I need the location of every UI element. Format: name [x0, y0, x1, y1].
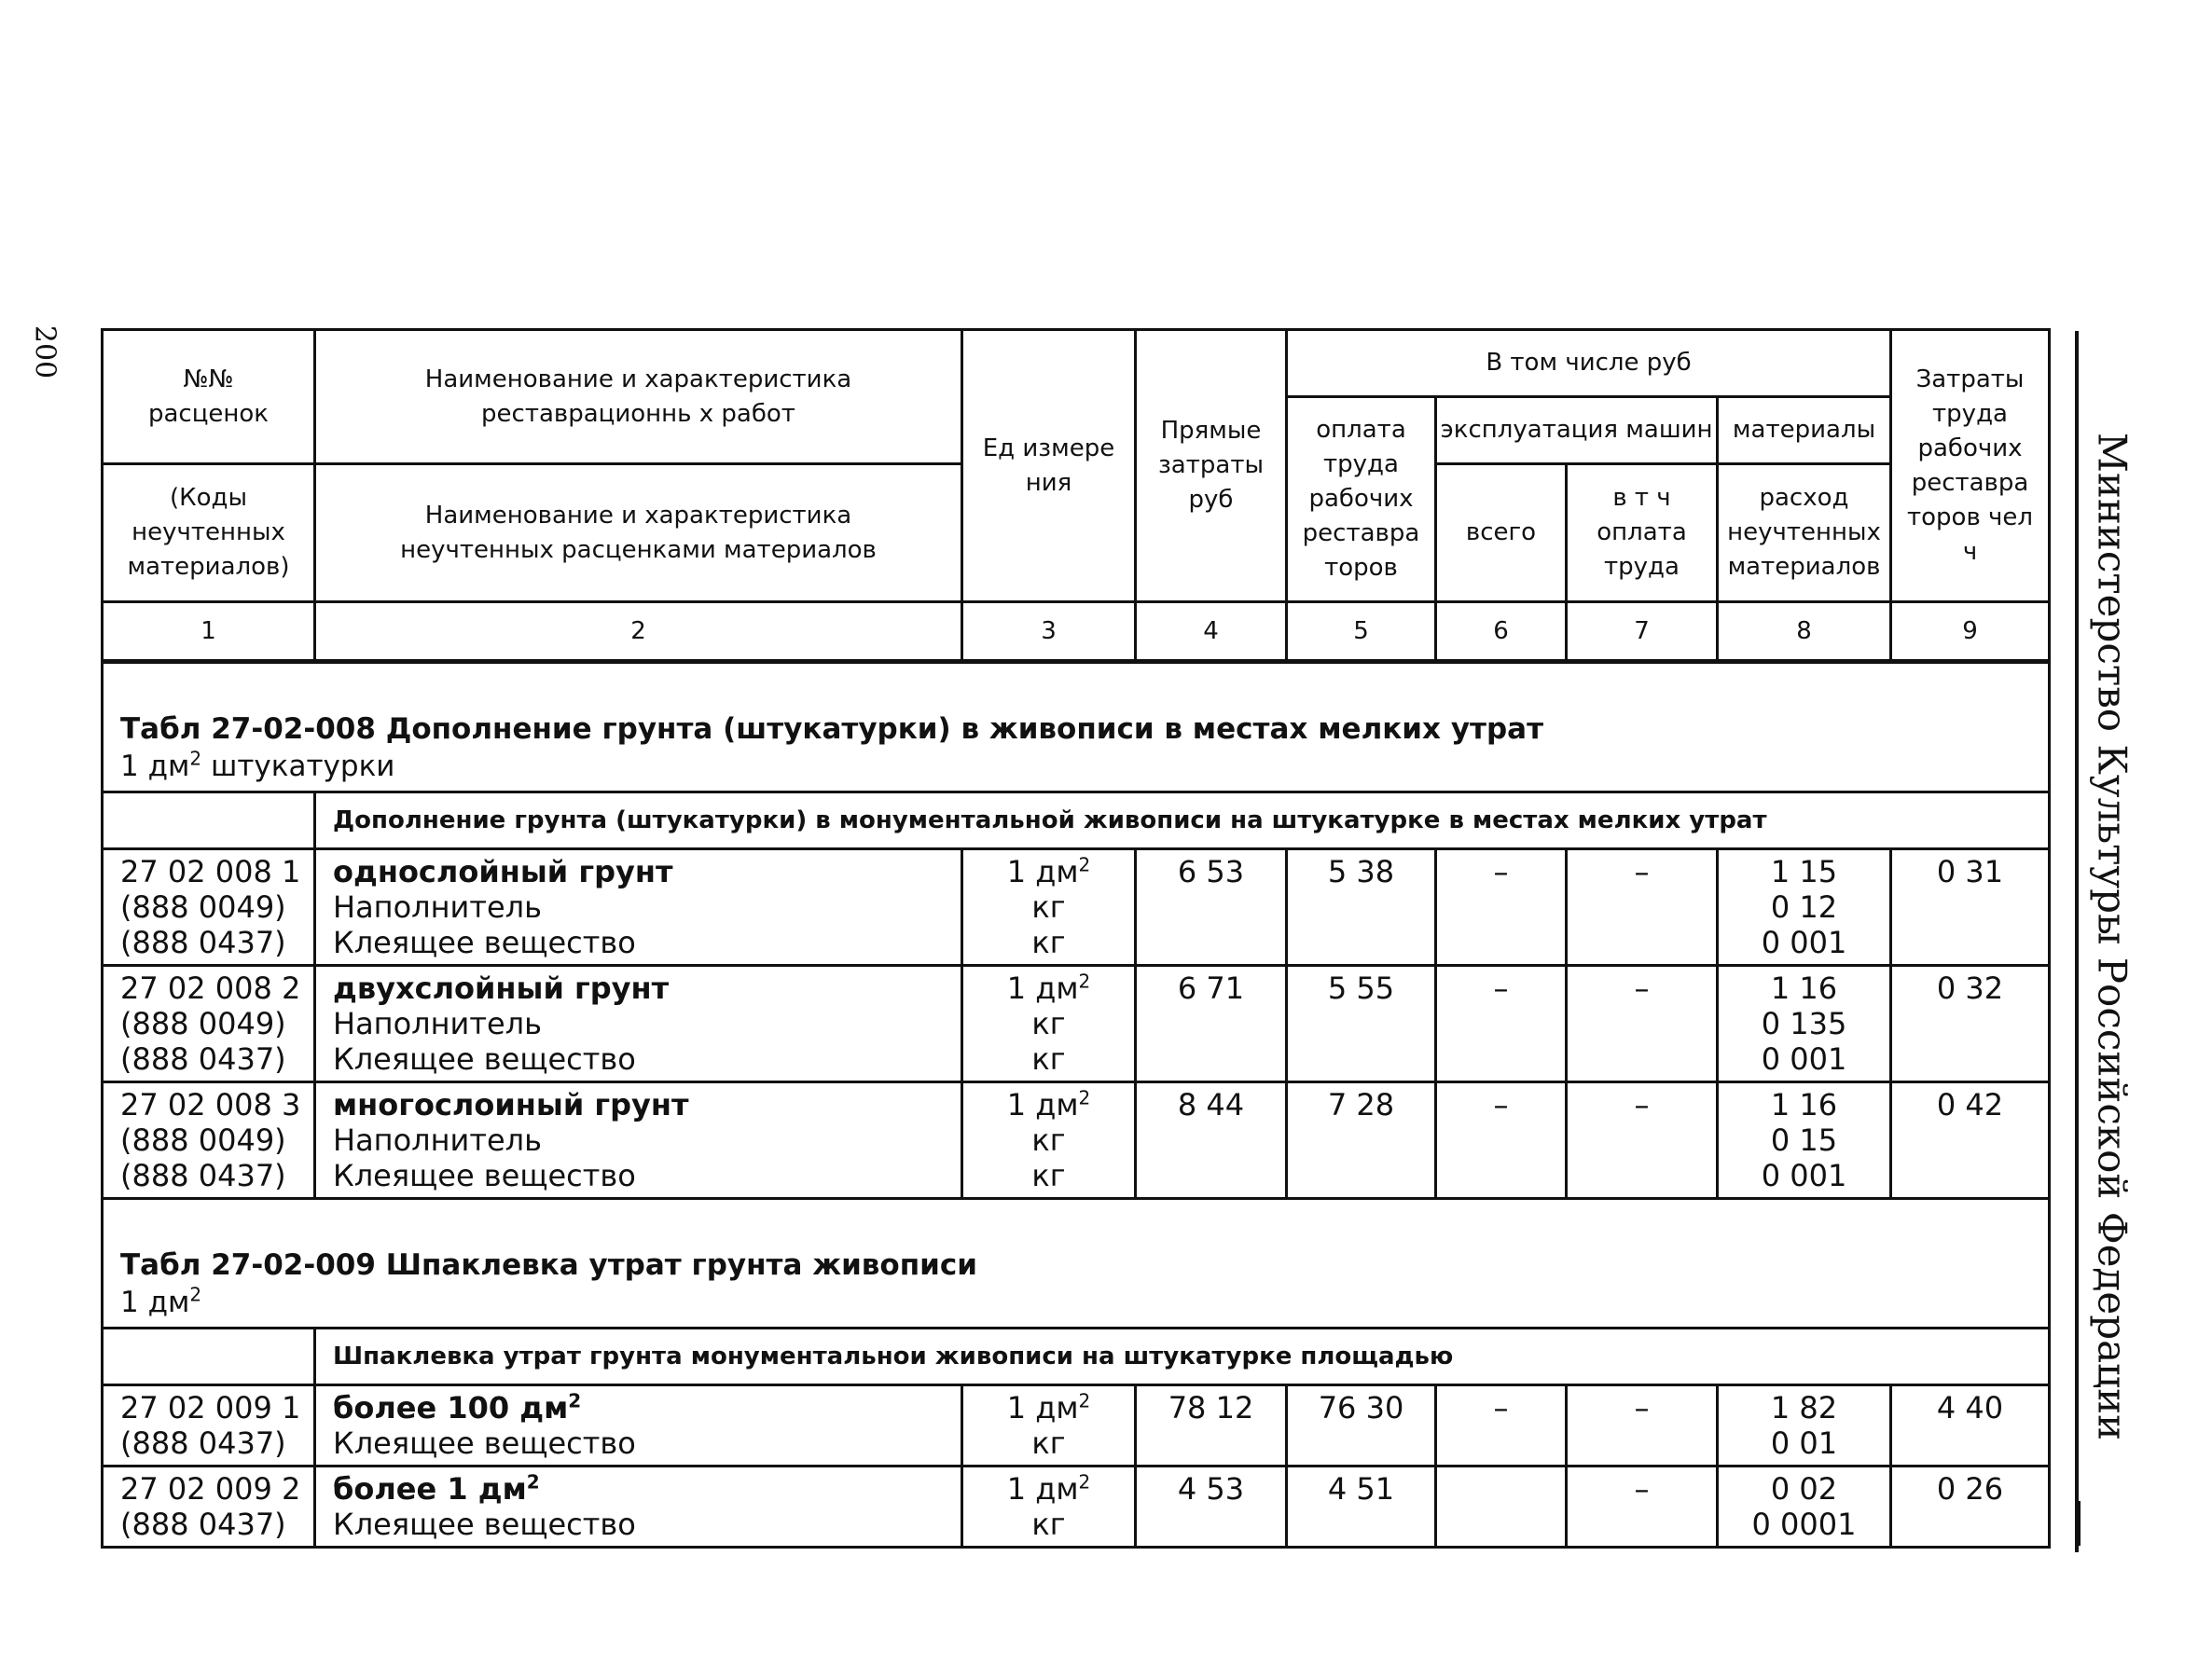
table-cell	[962, 1385, 1136, 1467]
table-cell	[1718, 1082, 1891, 1199]
cell-line: кг	[1031, 1041, 1066, 1077]
cell-line: 2	[1078, 970, 1091, 993]
cell-line: 0 001	[1761, 1041, 1847, 1077]
table-cell	[315, 849, 962, 966]
cell-line: Клеящее вещество	[333, 1158, 636, 1193]
section-unit: 1 $дм^2$ штукатурки	[120, 747, 395, 783]
cell-line: кг	[1031, 1158, 1066, 1193]
table-cell: –	[1436, 1082, 1567, 1199]
section-subtitle: Шпаклевка утрат грунта монументальнои живописи на штукатурке площадью	[315, 1329, 2050, 1385]
header-col7: в т ч оплата труда	[1567, 464, 1718, 602]
page-number: 200	[28, 324, 62, 379]
cell-line: кг	[1031, 1507, 1066, 1542]
cell-line: кг	[1031, 1425, 1066, 1461]
cell-line: 0 15	[1770, 1122, 1838, 1158]
table-cell: 4 51	[1287, 1467, 1436, 1548]
cell-line: 2	[1078, 853, 1091, 876]
table-cell	[103, 1385, 315, 1467]
cell-line: Наполнитель	[333, 889, 542, 925]
table-cell: 78 12	[1136, 1385, 1287, 1467]
cell-line: Клеящее вещество	[333, 1425, 636, 1461]
cell-line: (888 0049)	[120, 1006, 286, 1041]
table-cell	[1718, 966, 1891, 1082]
cell-line: Наполнитель	[333, 1122, 542, 1158]
table-cell	[315, 1082, 962, 1199]
cell-line: 2	[1078, 1086, 1091, 1109]
cell-line: Клеящее вещество	[333, 1041, 636, 1077]
table-cell	[962, 966, 1136, 1082]
table-cell: 7 28	[1287, 1082, 1436, 1199]
column-number: 7	[1567, 602, 1718, 662]
column-numbers-row	[103, 602, 2050, 662]
table-row	[103, 1385, 2050, 1467]
cell-line: (888 0437)	[120, 1507, 286, 1542]
table-cell: 0 32	[1891, 966, 2050, 1082]
section-unit: 1 $дм^2$	[120, 1283, 202, 1319]
side-title-text: Министерство Культуры Российской Федерации	[2089, 432, 2136, 1441]
section-subtitle-row	[103, 792, 2050, 849]
table-cell	[1718, 1385, 1891, 1467]
table-row	[103, 1082, 2050, 1199]
header-col5: оплата труда рабочих реставра торов	[1287, 397, 1436, 602]
header-col2-top: Наименование и характеристика реставрационнь х работ	[315, 330, 962, 464]
cell-line: Наполнитель	[333, 1006, 542, 1041]
section-subtitle: Дополнение грунта (штукатурки) в монументальной живописи на штукатурке в местах мелких утрат	[315, 792, 2050, 849]
cell-line: 2	[1078, 1389, 1091, 1412]
side-title	[2089, 326, 2136, 1538]
column-number: 9	[1891, 602, 2050, 662]
section-title: Табл 27-02-008 Дополнение грунта (штукатурки) в живописи в местах мелких утрат	[120, 712, 1544, 746]
cell-line: 1 $дм^2$	[1006, 1086, 1091, 1122]
table-cell: 4 40	[1891, 1385, 2050, 1467]
cell-line: 0 01	[1770, 1425, 1838, 1461]
header-col3: Ед измере ния	[962, 330, 1136, 602]
cell-line: 0 0001	[1751, 1507, 1857, 1542]
table-cell	[315, 1467, 962, 1548]
header-col4: Прямые затраты руб	[1136, 330, 1287, 602]
cell-line: (888 0049)	[120, 889, 286, 925]
cell-line: кг	[1031, 889, 1066, 925]
cell-line: (888 0437)	[120, 1425, 286, 1461]
cell-line: 1 16	[1770, 1087, 1838, 1122]
cell-line: 0 001	[1761, 925, 1847, 960]
column-number: 1	[103, 602, 315, 662]
table-cell	[103, 1082, 315, 1199]
header-col9: Затраты труда рабочих реставра торов чел ч	[1891, 330, 2050, 602]
table-cell: –	[1567, 1385, 1718, 1467]
table-cell	[103, 966, 315, 1082]
cell-line: 0 001	[1761, 1158, 1847, 1193]
cell-line: 27 02 008 3	[120, 1087, 301, 1122]
cell-line: 27 02 008 1	[120, 854, 301, 889]
cell-line: 1 15	[1770, 854, 1838, 889]
cell-line: (888 0437)	[120, 1158, 286, 1193]
cell-line: 1 $дм^2$	[1006, 1470, 1091, 1507]
column-number: 3	[962, 602, 1136, 662]
cell-line: 27 02 009 2	[120, 1471, 301, 1507]
cell-line: 1 $дм^2$	[1006, 970, 1091, 1006]
table-cell: 6 53	[1136, 849, 1287, 966]
cell-line: 27 02 008 2	[120, 971, 301, 1006]
cell-line: двухслойный грунт	[333, 971, 670, 1006]
header-group: В том числе руб	[1287, 330, 1891, 397]
table-cell: 0 42	[1891, 1082, 2050, 1199]
table-cell: 0 26	[1891, 1467, 2050, 1548]
header-col2-bottom: Наименование и характеристика неучтенных расценками материалов	[315, 464, 962, 602]
table-cell: 0 31	[1891, 849, 2050, 966]
header-col1-bottom: (Коды неучтенных материалов)	[103, 464, 315, 602]
cell-line: однослойный грунт	[333, 854, 673, 889]
cell-line: 27 02 009 1	[120, 1390, 301, 1425]
table-cell: 5 55	[1287, 966, 1436, 1082]
table-cell	[103, 849, 315, 966]
cell-line: (888 0049)	[120, 1122, 286, 1158]
table-cell	[1718, 849, 1891, 966]
cell-line: многослоиный грунт	[333, 1087, 689, 1122]
table-cell	[315, 966, 962, 1082]
table-cell	[315, 1385, 962, 1467]
cell-line: 2	[1078, 1470, 1091, 1494]
cell-line: более 1 $дм^2$	[333, 1470, 540, 1507]
section-subtitle-row	[103, 1329, 2050, 1385]
section-header	[103, 1199, 2050, 1329]
cell-line: 0 135	[1761, 1006, 1847, 1041]
side-rule-bracket	[2064, 1501, 2081, 1546]
side-rule	[2075, 331, 2079, 1552]
header-col8: расход неучтенных материалов	[1718, 464, 1891, 602]
cell-line: более 100 $дм^2$	[333, 1389, 582, 1425]
table-cell: –	[1436, 966, 1567, 1082]
table-cell: 6 71	[1136, 966, 1287, 1082]
cell-line: кг	[1031, 1122, 1066, 1158]
table-cell: 8 44	[1136, 1082, 1287, 1199]
cell-line: 1 16	[1770, 971, 1838, 1006]
cell-line: 0 02	[1770, 1471, 1838, 1507]
header-col6: всего	[1436, 464, 1567, 602]
table-cell: 4 53	[1136, 1467, 1287, 1548]
table-cell	[962, 849, 1136, 966]
cell-line: 0 12	[1770, 889, 1838, 925]
table-cell: –	[1567, 966, 1718, 1082]
table-cell	[962, 1082, 1136, 1199]
table-cell	[1718, 1467, 1891, 1548]
cell-line: кг	[1031, 925, 1066, 960]
cell-line: (888 0437)	[120, 925, 286, 960]
cell-line: Клеящее вещество	[333, 925, 636, 960]
header-machines: эксплуатация машин	[1436, 397, 1718, 464]
cell-line: 1 82	[1770, 1390, 1838, 1425]
table-cell: 5 38	[1287, 849, 1436, 966]
cell-line: 2	[189, 747, 202, 770]
header-materials: материалы	[1718, 397, 1891, 464]
table-cell: –	[1567, 1082, 1718, 1199]
section-header	[103, 662, 2050, 792]
table-cell: –	[1567, 1467, 1718, 1548]
cell-line: Клеящее вещество	[333, 1507, 636, 1542]
column-number: 8	[1718, 602, 1891, 662]
table-cell	[962, 1467, 1136, 1548]
table-cell: 76 30	[1287, 1385, 1436, 1467]
column-number: 4	[1136, 602, 1287, 662]
table-cell	[103, 1467, 315, 1548]
table-row	[103, 849, 2050, 966]
cell-line: 2	[189, 1283, 202, 1306]
table-cell: –	[1436, 849, 1567, 966]
cell-line: 1 $дм^2$	[1006, 853, 1091, 889]
cell-line: 1 $дм^2$	[1006, 1389, 1091, 1425]
section-title: Табл 27-02-009 Шпаклевка утрат грунта живописи	[120, 1248, 977, 1282]
cell-line: (888 0437)	[120, 1041, 286, 1077]
column-number: 6	[1436, 602, 1567, 662]
header-col1-top: №№ расценок	[103, 330, 315, 464]
table-cell: –	[1436, 1385, 1567, 1467]
cell-line: кг	[1031, 1006, 1066, 1041]
rates-table	[101, 328, 2051, 1549]
table-row	[103, 1467, 2050, 1548]
cell-line: 2	[526, 1470, 540, 1494]
table-row	[103, 966, 2050, 1082]
table-cell: –	[1567, 849, 1718, 966]
column-number: 2	[315, 602, 962, 662]
table-cell	[1436, 1467, 1567, 1548]
column-number: 5	[1287, 602, 1436, 662]
cell-line: 2	[568, 1389, 582, 1412]
